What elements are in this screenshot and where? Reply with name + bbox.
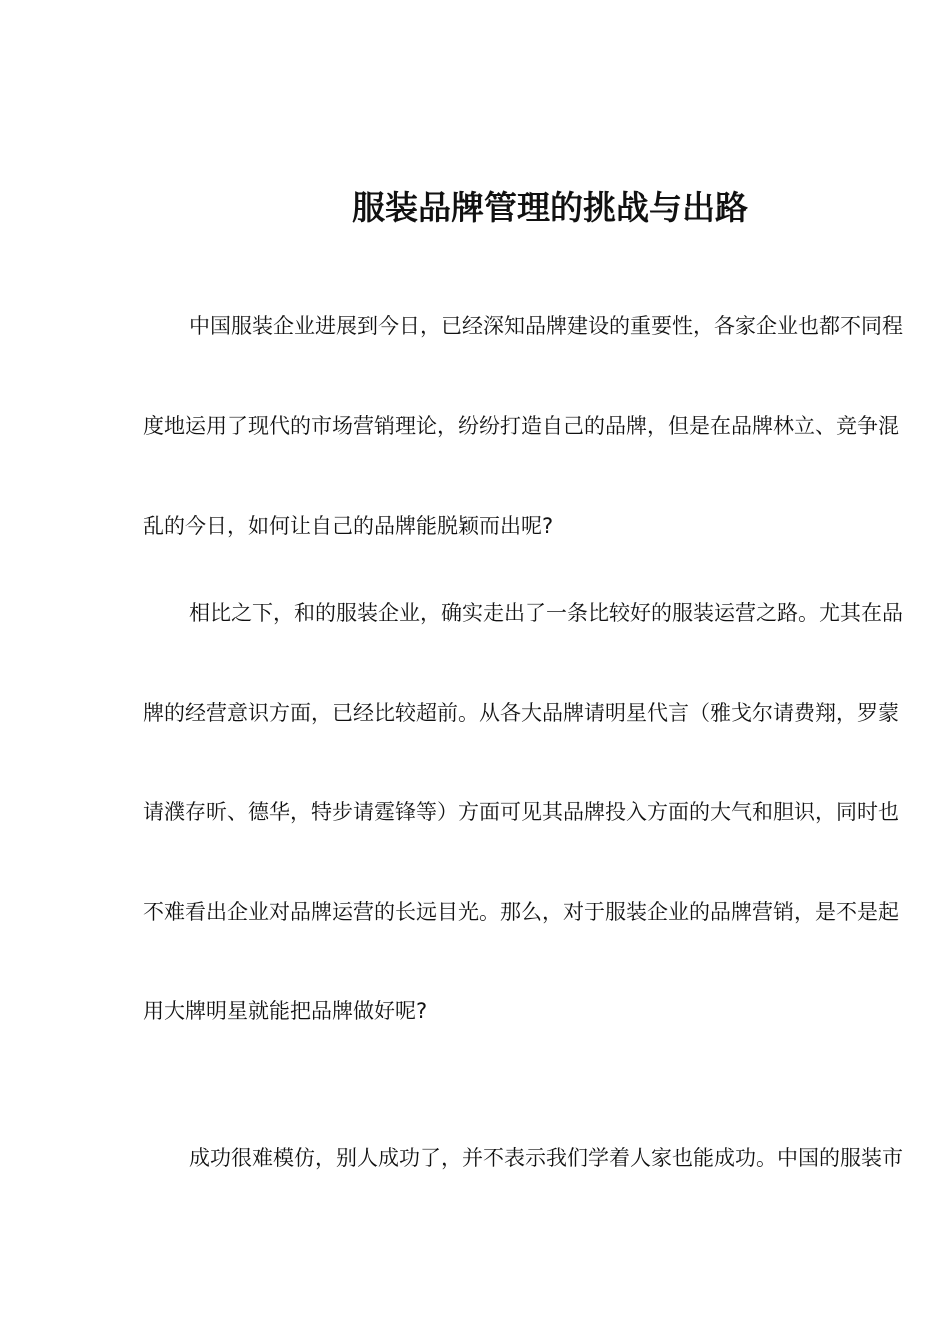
paragraph-1-line-2: 度地运用了现代的市场营销理论，纷纷打造自己的品牌，但是在品牌林立、竞争混 — [143, 414, 899, 438]
paragraph-3-line-1: 成功很难模仿，别人成功了，并不表示我们学着人家也能成功。中国的服装市 — [189, 1146, 903, 1170]
paragraph-2-line-2: 牌的经营意识方面，已经比较超前。从各大品牌请明星代言（雅戈尔请费翔，罗蒙 — [143, 701, 899, 725]
paragraph-2-line-1: 相比之下，和的服装企业，确实走出了一条比较好的服装运营之路。尤其在品 — [189, 601, 903, 625]
paragraph-1-line-3: 乱的今日，如何让自己的品牌能脱颖而出呢? — [143, 514, 554, 538]
document-title: 服装品牌管理的挑战与出路 — [352, 188, 748, 227]
paragraph-2-line-5: 用大牌明星就能把品牌做好呢? — [143, 999, 428, 1023]
paragraph-2-line-3: 请濮存昕、德华，特步请霆锋等）方面可见其品牌投入方面的大气和胆识，同时也 — [143, 800, 899, 824]
paragraph-2-line-4: 不难看出企业对品牌运营的长远目光。那么，对于服装企业的品牌营销，是不是起 — [143, 900, 899, 924]
paragraph-1-line-1: 中国服装企业进展到今日，已经深知品牌建设的重要性，各家企业也都不同程 — [189, 314, 903, 338]
